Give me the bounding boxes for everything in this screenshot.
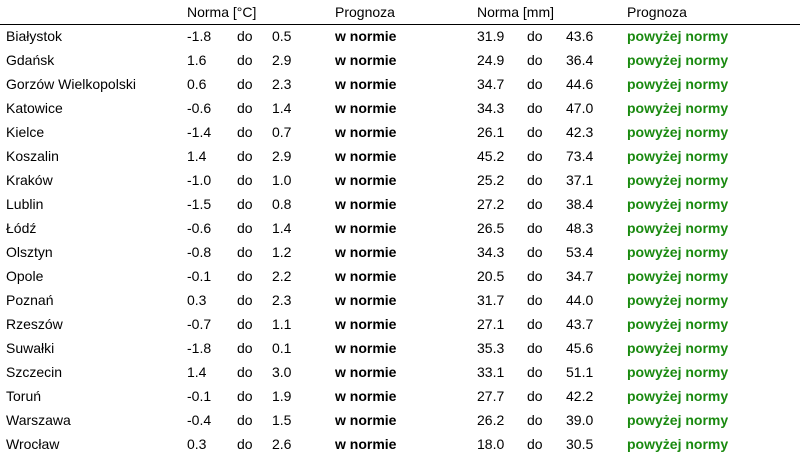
precip-norm-min-cell: 25.2	[477, 172, 505, 188]
temp-range-word: do	[237, 268, 253, 284]
precip-forecast-cell: powyżej normy	[627, 148, 729, 164]
precip-norm-min-cell: 31.7	[477, 292, 505, 308]
temp-norm-min-cell: 1.4	[187, 364, 207, 380]
temp-norm-min-cell: -0.6	[187, 220, 212, 236]
temp-norm-min-cell: 0.3	[187, 436, 207, 452]
temp-norm-max-cell: 1.4	[272, 220, 292, 236]
temp-range-word: do	[237, 124, 253, 140]
precip-forecast-cell: powyżej normy	[627, 100, 729, 116]
precip-norm-min-cell: 34.3	[477, 244, 505, 260]
precip-forecast-cell: powyżej normy	[627, 436, 729, 452]
city-cell: Katowice	[6, 100, 63, 116]
city-cell: Szczecin	[6, 364, 63, 380]
precip-norm-min-cell: 26.5	[477, 220, 505, 236]
header-precip-norm: Norma [mm]	[477, 4, 554, 20]
precip-norm-max-cell: 36.4	[566, 52, 594, 68]
temp-forecast-cell: w normie	[335, 412, 397, 428]
city-cell: Koszalin	[6, 148, 59, 164]
city-cell: Suwałki	[6, 340, 55, 356]
table-row	[0, 432, 800, 456]
header-precip-forecast: Prognoza	[627, 4, 687, 20]
temp-norm-min-cell: 1.6	[187, 52, 207, 68]
precip-range-word: do	[527, 172, 543, 188]
precip-range-word: do	[527, 292, 543, 308]
precip-forecast-cell: powyżej normy	[627, 52, 729, 68]
city-cell: Lublin	[6, 196, 44, 212]
temp-forecast-cell: w normie	[335, 124, 397, 140]
precip-norm-max-cell: 48.3	[566, 220, 594, 236]
table-row	[0, 24, 800, 48]
temp-norm-min-cell: -0.7	[187, 316, 212, 332]
precip-norm-max-cell: 47.0	[566, 100, 594, 116]
precip-norm-min-cell: 31.9	[477, 28, 505, 44]
temp-forecast-cell: w normie	[335, 220, 397, 236]
precip-norm-min-cell: 27.7	[477, 388, 505, 404]
temp-forecast-cell: w normie	[335, 76, 397, 92]
temp-norm-min-cell: -0.1	[187, 268, 212, 284]
precip-norm-min-cell: 45.2	[477, 148, 505, 164]
precip-norm-max-cell: 39.0	[566, 412, 594, 428]
temp-norm-max-cell: 1.9	[272, 388, 292, 404]
precip-forecast-cell: powyżej normy	[627, 124, 729, 140]
precip-norm-min-cell: 27.2	[477, 196, 505, 212]
city-cell: Toruń	[6, 388, 42, 404]
precip-forecast-cell: powyżej normy	[627, 172, 729, 188]
temp-forecast-cell: w normie	[335, 172, 397, 188]
temp-norm-min-cell: -0.6	[187, 100, 212, 116]
temp-range-word: do	[237, 388, 253, 404]
city-cell: Poznań	[6, 292, 54, 308]
precip-range-word: do	[527, 52, 543, 68]
precip-forecast-cell: powyżej normy	[627, 196, 729, 212]
temp-norm-max-cell: 2.9	[272, 148, 292, 164]
precip-forecast-cell: powyżej normy	[627, 76, 729, 92]
table-row	[0, 288, 800, 312]
city-cell: Białystok	[6, 28, 63, 44]
temp-range-word: do	[237, 52, 253, 68]
temp-range-word: do	[237, 316, 253, 332]
precip-norm-max-cell: 73.4	[566, 148, 594, 164]
temp-norm-min-cell: 0.3	[187, 292, 207, 308]
temp-norm-max-cell: 1.5	[272, 412, 292, 428]
temp-norm-min-cell: 0.6	[187, 76, 207, 92]
precip-range-word: do	[527, 124, 543, 140]
table-header	[0, 0, 800, 25]
temp-norm-max-cell: 2.2	[272, 268, 292, 284]
temp-norm-max-cell: 1.2	[272, 244, 292, 260]
temp-range-word: do	[237, 148, 253, 164]
temp-range-word: do	[237, 196, 253, 212]
table-row	[0, 144, 800, 168]
precip-norm-max-cell: 42.3	[566, 124, 594, 140]
precip-range-word: do	[527, 100, 543, 116]
precip-range-word: do	[527, 412, 543, 428]
table-row	[0, 192, 800, 216]
temp-norm-max-cell: 3.0	[272, 364, 292, 380]
temp-range-word: do	[237, 220, 253, 236]
table-row	[0, 312, 800, 336]
precip-norm-max-cell: 44.0	[566, 292, 594, 308]
table-row	[0, 240, 800, 264]
precip-norm-max-cell: 51.1	[566, 364, 594, 380]
precip-norm-max-cell: 44.6	[566, 76, 594, 92]
precip-forecast-cell: powyżej normy	[627, 388, 729, 404]
city-cell: Łódź	[6, 220, 37, 236]
temp-range-word: do	[237, 244, 253, 260]
header-temp-forecast: Prognoza	[335, 4, 395, 20]
temp-range-word: do	[237, 436, 253, 452]
temp-forecast-cell: w normie	[335, 52, 397, 68]
city-cell: Rzeszów	[6, 316, 63, 332]
temp-norm-max-cell: 2.6	[272, 436, 292, 452]
precip-forecast-cell: powyżej normy	[627, 268, 729, 284]
precip-norm-min-cell: 34.7	[477, 76, 505, 92]
table-row	[0, 48, 800, 72]
precip-forecast-cell: powyżej normy	[627, 364, 729, 380]
temp-norm-max-cell: 2.3	[272, 292, 292, 308]
temp-norm-max-cell: 0.5	[272, 28, 292, 44]
table-row	[0, 384, 800, 408]
precip-norm-min-cell: 34.3	[477, 100, 505, 116]
precip-norm-max-cell: 30.5	[566, 436, 594, 452]
precip-forecast-cell: powyżej normy	[627, 340, 729, 356]
precip-norm-max-cell: 38.4	[566, 196, 594, 212]
city-cell: Wrocław	[6, 436, 60, 452]
temp-norm-max-cell: 0.8	[272, 196, 292, 212]
temp-norm-max-cell: 0.1	[272, 340, 292, 356]
temp-forecast-cell: w normie	[335, 268, 397, 284]
precip-forecast-cell: powyżej normy	[627, 220, 729, 236]
table-row	[0, 96, 800, 120]
city-cell: Kraków	[6, 172, 53, 188]
precip-forecast-cell: powyżej normy	[627, 316, 729, 332]
precip-forecast-cell: powyżej normy	[627, 28, 729, 44]
temp-forecast-cell: w normie	[335, 100, 397, 116]
temp-forecast-cell: w normie	[335, 292, 397, 308]
temp-norm-max-cell: 2.9	[272, 52, 292, 68]
temp-range-word: do	[237, 412, 253, 428]
temp-range-word: do	[237, 100, 253, 116]
precip-range-word: do	[527, 196, 543, 212]
temp-forecast-cell: w normie	[335, 244, 397, 260]
temp-norm-min-cell: -1.5	[187, 196, 212, 212]
table-row	[0, 72, 800, 96]
temp-norm-min-cell: -1.8	[187, 28, 212, 44]
temp-norm-min-cell: 1.4	[187, 148, 207, 164]
temp-forecast-cell: w normie	[335, 364, 397, 380]
precip-norm-min-cell: 24.9	[477, 52, 505, 68]
temp-forecast-cell: w normie	[335, 316, 397, 332]
precip-forecast-cell: powyżej normy	[627, 292, 729, 308]
city-cell: Warszawa	[6, 412, 71, 428]
temp-range-word: do	[237, 76, 253, 92]
temp-forecast-cell: w normie	[335, 148, 397, 164]
precip-range-word: do	[527, 388, 543, 404]
temp-range-word: do	[237, 172, 253, 188]
temp-range-word: do	[237, 28, 253, 44]
precip-norm-max-cell: 34.7	[566, 268, 594, 284]
precip-range-word: do	[527, 268, 543, 284]
table-row	[0, 360, 800, 384]
precip-norm-max-cell: 43.6	[566, 28, 594, 44]
temp-norm-max-cell: 1.0	[272, 172, 292, 188]
temp-forecast-cell: w normie	[335, 340, 397, 356]
temp-forecast-cell: w normie	[335, 388, 397, 404]
precip-forecast-cell: powyżej normy	[627, 244, 729, 260]
table-row	[0, 408, 800, 432]
temp-forecast-cell: w normie	[335, 436, 397, 452]
precip-norm-min-cell: 27.1	[477, 316, 505, 332]
precip-norm-min-cell: 33.1	[477, 364, 505, 380]
temp-norm-min-cell: -1.8	[187, 340, 212, 356]
precip-forecast-cell: powyżej normy	[627, 412, 729, 428]
city-cell: Gdańsk	[6, 52, 55, 68]
precip-norm-max-cell: 53.4	[566, 244, 594, 260]
precip-range-word: do	[527, 220, 543, 236]
precip-range-word: do	[527, 340, 543, 356]
table-row	[0, 168, 800, 192]
temp-range-word: do	[237, 292, 253, 308]
city-cell: Kielce	[6, 124, 45, 140]
table-row	[0, 120, 800, 144]
table-row	[0, 216, 800, 240]
temp-norm-max-cell: 2.3	[272, 76, 292, 92]
table-row	[0, 336, 800, 360]
temp-forecast-cell: w normie	[335, 196, 397, 212]
table-row	[0, 264, 800, 288]
precip-range-word: do	[527, 148, 543, 164]
temp-forecast-cell: w normie	[335, 28, 397, 44]
header-temp-norm: Norma [°C]	[187, 4, 257, 20]
precip-norm-max-cell: 43.7	[566, 316, 594, 332]
precip-norm-min-cell: 26.2	[477, 412, 505, 428]
precip-range-word: do	[527, 244, 543, 260]
precip-norm-max-cell: 42.2	[566, 388, 594, 404]
precip-range-word: do	[527, 316, 543, 332]
precip-norm-min-cell: 26.1	[477, 124, 505, 140]
precip-range-word: do	[527, 364, 543, 380]
precip-range-word: do	[527, 436, 543, 452]
precip-norm-min-cell: 35.3	[477, 340, 505, 356]
temp-norm-min-cell: -0.4	[187, 412, 212, 428]
temp-norm-min-cell: -1.0	[187, 172, 212, 188]
temp-norm-max-cell: 1.1	[272, 316, 292, 332]
precip-norm-max-cell: 37.1	[566, 172, 594, 188]
temp-range-word: do	[237, 340, 253, 356]
precip-norm-max-cell: 45.6	[566, 340, 594, 356]
precip-norm-min-cell: 20.5	[477, 268, 505, 284]
temp-norm-min-cell: -1.4	[187, 124, 212, 140]
precip-range-word: do	[527, 28, 543, 44]
precip-norm-min-cell: 18.0	[477, 436, 505, 452]
city-cell: Opole	[6, 268, 44, 284]
precip-range-word: do	[527, 76, 543, 92]
city-cell: Olsztyn	[6, 244, 53, 260]
temp-norm-min-cell: -0.8	[187, 244, 212, 260]
temp-norm-max-cell: 0.7	[272, 124, 292, 140]
temp-norm-min-cell: -0.1	[187, 388, 212, 404]
city-cell: Gorzów Wielkopolski	[6, 76, 136, 92]
temp-range-word: do	[237, 364, 253, 380]
temp-norm-max-cell: 1.4	[272, 100, 292, 116]
